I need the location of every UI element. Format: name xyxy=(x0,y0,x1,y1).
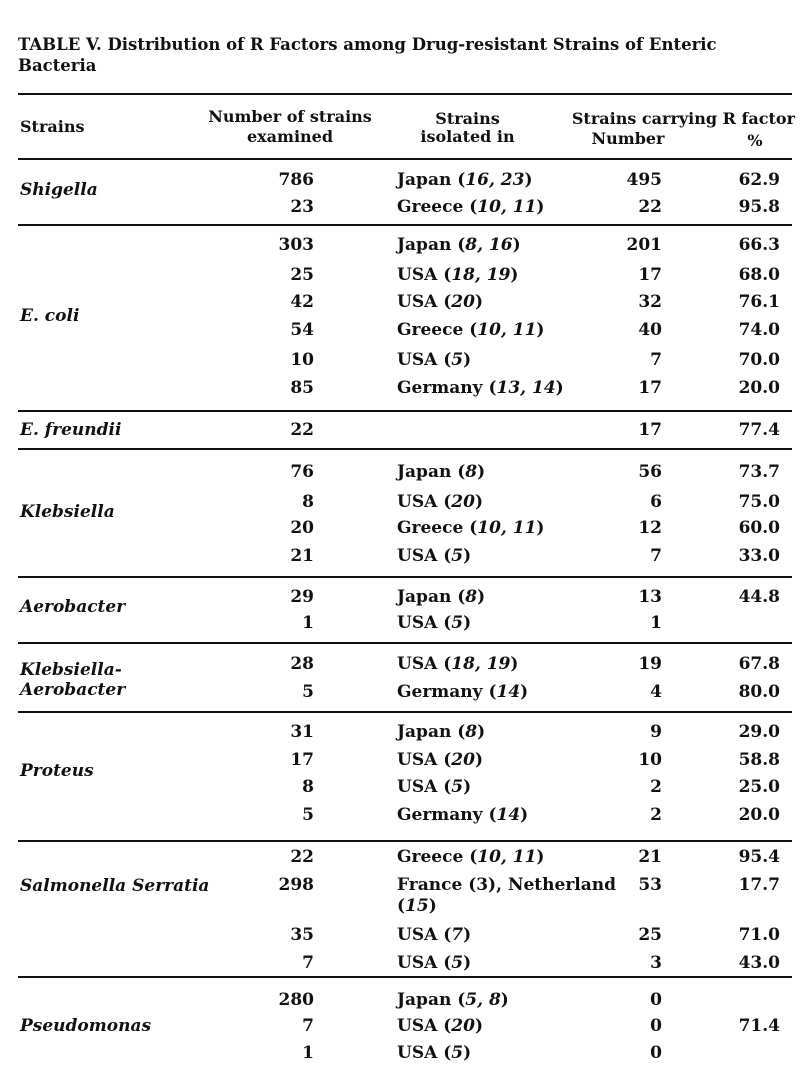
country-name: Germany xyxy=(397,682,483,702)
cell-isolated-in: USA (5) xyxy=(397,1043,472,1063)
reference-numbers: 16, 23 xyxy=(465,170,525,190)
cell-examined: 5 xyxy=(302,682,314,702)
reference-numbers: 10, 11 xyxy=(477,847,537,867)
country-name: USA xyxy=(397,750,438,770)
cell-r-factor-number: 12 xyxy=(638,518,662,538)
cell-isolated-in: Japan (8) xyxy=(397,722,486,742)
group-separator xyxy=(18,976,792,978)
reference-numbers: 5 xyxy=(451,546,464,566)
header-examined-line1: Number of strains xyxy=(208,107,372,126)
cell-isolated-in: USA (5) xyxy=(397,613,472,633)
cell-examined: 7 xyxy=(302,953,314,973)
country-name: Greece xyxy=(397,197,464,217)
cell-r-factor-percent: 44.8 xyxy=(738,587,780,607)
country-name: Greece xyxy=(397,847,464,867)
cell-r-factor-number: 495 xyxy=(626,170,662,190)
cell-examined: 17 xyxy=(290,750,314,770)
cell-examined: 54 xyxy=(290,320,314,340)
cell-r-factor-number: 17 xyxy=(638,420,662,440)
cell-r-factor-percent: 74.0 xyxy=(738,320,780,340)
reference-numbers: 20 xyxy=(451,292,475,312)
cell-examined: 76 xyxy=(290,462,314,482)
reference-numbers: 20 xyxy=(451,492,475,512)
cell-isolated-in: Japan (8) xyxy=(397,462,486,482)
cell-r-factor-percent: 71.4 xyxy=(738,1016,780,1036)
cell-r-factor-number: 9 xyxy=(650,722,662,742)
cell-examined: 21 xyxy=(290,546,314,566)
species-label: Pseudomonas xyxy=(20,1016,152,1036)
cell-isolated-in: USA (18, 19) xyxy=(397,265,519,285)
cell-isolated-in: Germany (14) xyxy=(397,682,529,702)
species-label: Klebsiella xyxy=(20,502,115,522)
cell-examined: 29 xyxy=(290,587,314,607)
reference-numbers: 15 xyxy=(405,896,429,916)
species-label: Klebsiella-Aerobacter xyxy=(20,660,126,700)
cell-r-factor-percent: 76.1 xyxy=(738,292,780,312)
cell-r-factor-percent: 80.0 xyxy=(738,682,780,702)
reference-numbers: 8, 16 xyxy=(465,235,513,255)
cell-r-factor-number: 17 xyxy=(638,265,662,285)
species-label: E. freundii xyxy=(20,420,122,440)
cell-r-factor-percent: 29.0 xyxy=(738,722,780,742)
cell-r-factor-percent: 75.0 xyxy=(738,492,780,512)
group-separator xyxy=(18,840,792,842)
country-name: Germany xyxy=(397,378,483,398)
header-examined-line2: examined xyxy=(246,127,334,146)
group-separator xyxy=(18,576,792,578)
cell-r-factor-percent: 20.0 xyxy=(738,378,780,398)
reference-numbers: 5 xyxy=(451,350,464,370)
cell-r-factor-percent: 67.8 xyxy=(738,654,780,674)
country-name: USA xyxy=(397,613,438,633)
reference-numbers: 10, 11 xyxy=(477,320,537,340)
country-name: USA xyxy=(397,1016,438,1036)
cell-examined: 280 xyxy=(278,990,314,1010)
group-separator xyxy=(18,711,792,713)
cell-isolated-in: USA (5) xyxy=(397,953,472,973)
cell-r-factor-number: 4 xyxy=(650,682,662,702)
cell-r-factor-number: 3 xyxy=(650,953,662,973)
cell-r-factor-number: 56 xyxy=(638,462,662,482)
header-strains: Strains xyxy=(20,117,85,136)
cell-r-factor-number: 40 xyxy=(638,320,662,340)
cell-r-factor-percent: 66.3 xyxy=(738,235,780,255)
cell-examined: 8 xyxy=(302,777,314,797)
cell-examined: 303 xyxy=(278,235,314,255)
cell-isolated-in: USA (20) xyxy=(397,292,483,312)
reference-numbers: 13, 14 xyxy=(496,378,556,398)
reference-numbers: 20 xyxy=(451,1016,475,1036)
cell-isolated-in: USA (7) xyxy=(397,925,472,945)
cell-r-factor-percent: 73.7 xyxy=(738,462,780,482)
country-name: Germany xyxy=(397,805,483,825)
cell-isolated-in: USA (20) xyxy=(397,1016,483,1036)
species-label: Proteus xyxy=(20,761,94,781)
cell-isolated-in: USA (5) xyxy=(397,546,472,566)
cell-examined: 35 xyxy=(290,925,314,945)
cell-examined: 31 xyxy=(290,722,314,742)
reference-numbers: 10, 11 xyxy=(477,518,537,538)
cell-isolated-in: USA (20) xyxy=(397,750,483,770)
header-rule xyxy=(18,158,792,160)
cell-examined: 23 xyxy=(290,197,314,217)
reference-numbers: 14 xyxy=(496,682,521,702)
cell-examined: 1 xyxy=(302,1043,314,1063)
species-label: Aerobacter xyxy=(20,597,126,617)
cell-r-factor-percent: 77.4 xyxy=(738,420,780,440)
cell-r-factor-number: 10 xyxy=(638,750,662,770)
cell-isolated-in: Japan (8) xyxy=(397,587,486,607)
cell-r-factor-percent: 58.8 xyxy=(738,750,780,770)
cell-r-factor-percent: 71.0 xyxy=(738,925,780,945)
header-carrying-percent: % xyxy=(747,131,763,150)
reference-numbers: 5, 8 xyxy=(465,990,501,1010)
cell-examined: 20 xyxy=(290,518,314,538)
header-carrying: Strains carrying R factor xyxy=(571,109,795,128)
top-rule xyxy=(18,93,792,95)
cell-isolated-in: Germany (13, 14) xyxy=(397,378,564,398)
cell-r-factor-number: 21 xyxy=(638,847,662,867)
reference-numbers: 14 xyxy=(496,805,521,825)
cell-examined: 85 xyxy=(290,378,314,398)
cell-examined: 8 xyxy=(302,492,314,512)
cell-examined: 10 xyxy=(290,350,314,370)
country-name: USA xyxy=(397,953,438,973)
header-isolated-line1: Strains xyxy=(435,109,500,128)
cell-r-factor-percent: 70.0 xyxy=(738,350,780,370)
reference-numbers: 8 xyxy=(465,722,478,742)
group-separator xyxy=(18,410,792,412)
country-name: USA xyxy=(397,292,438,312)
cell-r-factor-percent: 95.4 xyxy=(738,847,780,867)
cell-r-factor-percent: 68.0 xyxy=(738,265,780,285)
cell-r-factor-number: 201 xyxy=(626,235,662,255)
cell-isolated-in: Japan (8, 16) xyxy=(397,235,521,255)
country-name: USA xyxy=(397,350,438,370)
group-separator xyxy=(18,642,792,644)
cell-r-factor-number: 22 xyxy=(638,197,662,217)
species-label: Salmonella Serratia xyxy=(20,876,210,896)
country-name: USA xyxy=(397,265,438,285)
cell-r-factor-number: 7 xyxy=(650,350,662,370)
country-name: USA xyxy=(397,777,438,797)
species-label: E. coli xyxy=(20,306,80,326)
cell-r-factor-number: 6 xyxy=(650,492,662,512)
cell-isolated-in: Greece (10, 11) xyxy=(397,320,545,340)
group-separator xyxy=(18,448,792,450)
header-isolated-line2: isolated in xyxy=(420,127,515,146)
reference-numbers: 18, 19 xyxy=(451,654,511,674)
reference-numbers: 5 xyxy=(451,613,464,633)
country-name: Japan xyxy=(397,587,452,607)
country-name: Japan xyxy=(397,990,452,1010)
cell-examined: 22 xyxy=(290,847,314,867)
cell-r-factor-number: 7 xyxy=(650,546,662,566)
reference-numbers: 5 xyxy=(451,1043,464,1063)
cell-r-factor-percent: 25.0 xyxy=(738,777,780,797)
reference-numbers: 5 xyxy=(451,777,464,797)
cell-r-factor-number: 1 xyxy=(650,613,662,633)
cell-isolated-in: France (3), Netherland (15) xyxy=(397,875,616,916)
country-name: USA xyxy=(397,925,438,945)
cell-r-factor-number: 25 xyxy=(638,925,662,945)
country-name: USA xyxy=(397,654,438,674)
country-name: Greece xyxy=(397,320,464,340)
cell-r-factor-percent: 62.9 xyxy=(738,170,780,190)
country-name: Greece xyxy=(397,518,464,538)
country-name: Japan xyxy=(397,170,452,190)
cell-examined: 298 xyxy=(278,875,314,895)
cell-r-factor-number: 2 xyxy=(650,777,662,797)
country-name: France (3), Netherland xyxy=(397,875,616,895)
reference-numbers: 7 xyxy=(451,925,464,945)
cell-isolated-in: Japan (5, 8) xyxy=(397,990,509,1010)
reference-numbers: 8 xyxy=(465,462,478,482)
reference-numbers: 8 xyxy=(465,587,478,607)
cell-examined: 25 xyxy=(290,265,314,285)
country-name: USA xyxy=(397,1043,438,1063)
cell-r-factor-number: 53 xyxy=(638,875,662,895)
reference-numbers: 20 xyxy=(451,750,475,770)
cell-isolated-in: USA (5) xyxy=(397,777,472,797)
cell-r-factor-percent: 17.7 xyxy=(738,875,780,895)
cell-isolated-in: Greece (10, 11) xyxy=(397,518,545,538)
reference-numbers: 10, 11 xyxy=(477,197,537,217)
species-label: Shigella xyxy=(20,180,98,200)
cell-r-factor-percent: 60.0 xyxy=(738,518,780,538)
cell-r-factor-number: 13 xyxy=(638,587,662,607)
cell-isolated-in: Greece (10, 11) xyxy=(397,197,545,217)
cell-r-factor-number: 2 xyxy=(650,805,662,825)
cell-examined: 22 xyxy=(290,420,314,440)
cell-r-factor-percent: 33.0 xyxy=(738,546,780,566)
cell-isolated-in: Japan (16, 23) xyxy=(397,170,533,190)
cell-examined: 1 xyxy=(302,613,314,633)
cell-isolated-in: Germany (14) xyxy=(397,805,529,825)
cell-examined: 5 xyxy=(302,805,314,825)
cell-r-factor-percent: 20.0 xyxy=(738,805,780,825)
cell-r-factor-number: 0 xyxy=(650,990,662,1010)
cell-r-factor-number: 19 xyxy=(638,654,662,674)
cell-isolated-in: USA (20) xyxy=(397,492,483,512)
cell-r-factor-number: 32 xyxy=(638,292,662,312)
cell-isolated-in: USA (18, 19) xyxy=(397,654,519,674)
cell-examined: 28 xyxy=(290,654,314,674)
cell-r-factor-percent: 95.8 xyxy=(738,197,780,217)
header-carrying-number: Number xyxy=(591,129,665,148)
cell-r-factor-number: 17 xyxy=(638,378,662,398)
cell-isolated-in: Greece (10, 11) xyxy=(397,847,545,867)
country-name: Japan xyxy=(397,722,452,742)
country-name: Japan xyxy=(397,235,452,255)
cell-examined: 786 xyxy=(278,170,314,190)
cell-examined: 42 xyxy=(290,292,314,312)
cell-r-factor-number: 0 xyxy=(650,1043,662,1063)
country-name: USA xyxy=(397,492,438,512)
reference-numbers: 18, 19 xyxy=(451,265,511,285)
cell-r-factor-percent: 43.0 xyxy=(738,953,780,973)
cell-r-factor-number: 0 xyxy=(650,1016,662,1036)
country-name: USA xyxy=(397,546,438,566)
reference-numbers: 5 xyxy=(451,953,464,973)
cell-examined: 7 xyxy=(302,1016,314,1036)
table-caption: TABLE V. Distribution of R Factors among Drug-resistant Strains of Enteric Bacteria xyxy=(18,35,717,75)
group-separator xyxy=(18,224,792,226)
cell-isolated-in: USA (5) xyxy=(397,350,472,370)
country-name: Japan xyxy=(397,462,452,482)
